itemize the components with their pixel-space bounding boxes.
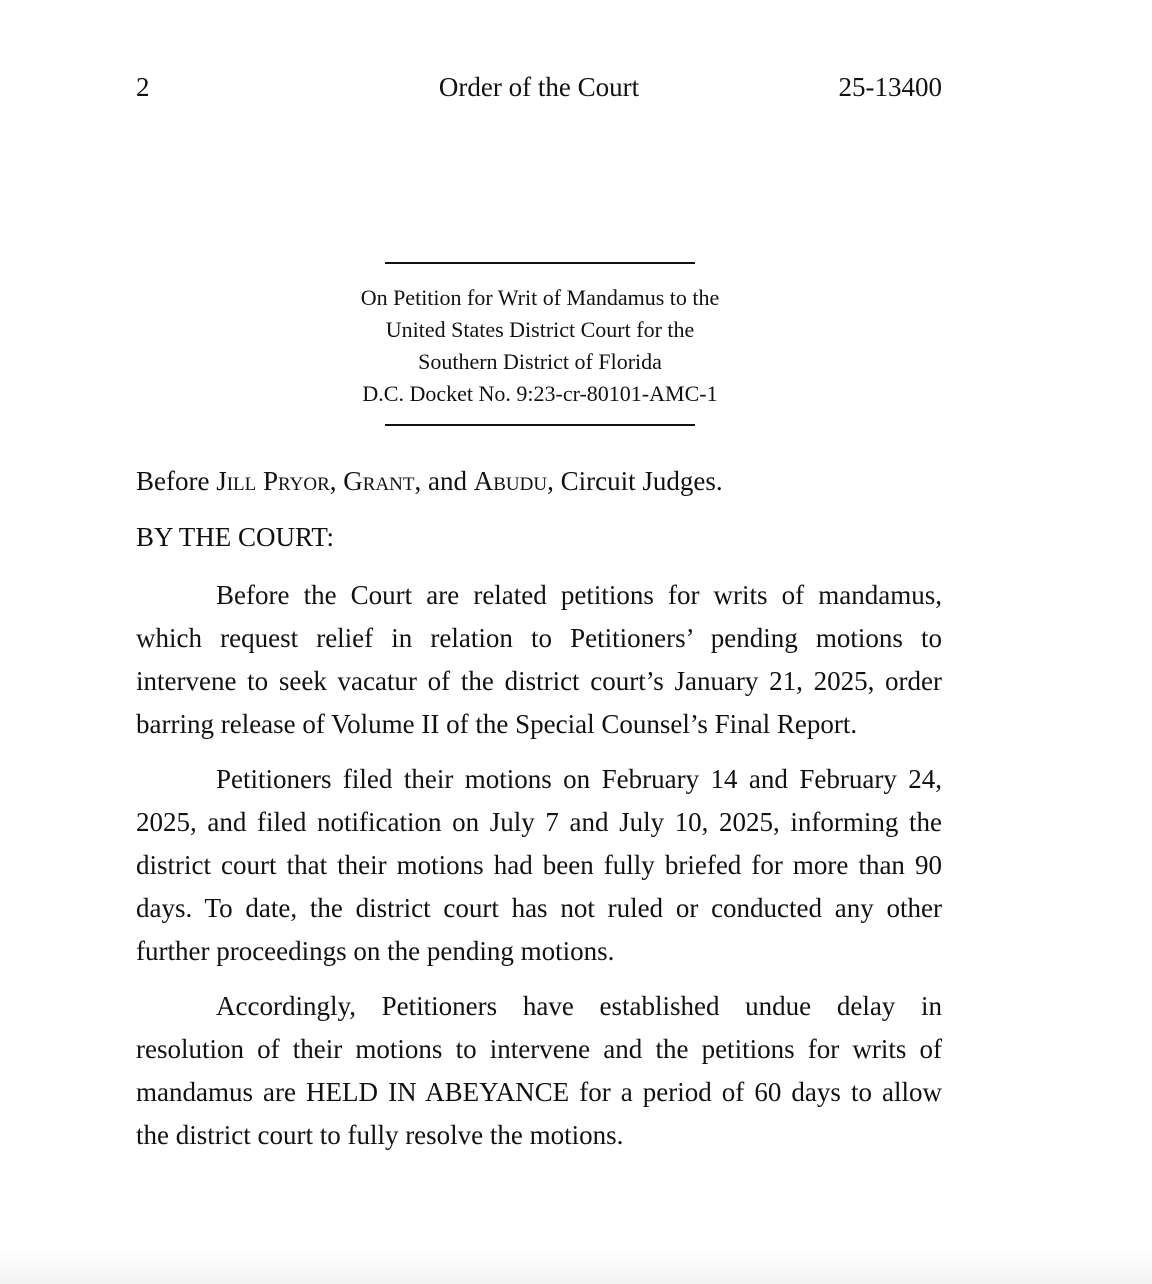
- judge-name: Jill Pryor: [216, 466, 330, 496]
- order-body: [136, 574, 942, 1169]
- panel-before: Before: [136, 466, 217, 496]
- caption-line: Southern District of Florida: [418, 349, 662, 374]
- page-title: Order of the Court: [438, 72, 640, 102]
- panel-suffix: , Circuit Judges.: [547, 466, 723, 496]
- page-number: 2: [136, 72, 150, 102]
- case-number: 25-13400: [838, 72, 942, 102]
- judge-name: Abudu: [473, 466, 548, 496]
- order-paragraph: Before the Court are related petitions for writs of mandamus, which request relief in relation to Petitioners’ pending motions to intervene to seek vacatur of the district court’s January 21, 2025, order barring release of Volume II of the Special Counsel’s Final Report.: [136, 580, 942, 739]
- petition-caption: [300, 262, 780, 426]
- judge-name: Grant: [343, 466, 415, 496]
- panel-separator: , and: [414, 466, 474, 496]
- caption-rule-top: [385, 262, 695, 264]
- page-header: [136, 72, 942, 112]
- judges-panel: [136, 466, 723, 497]
- order-paragraph: Accordingly, Petitioners have established undue delay in resolution of their motions to intervene and the petitions for writs of mandamus are HELD IN ABEYANCE for a period of 60 days to allow the district court to fully resolve the motions.: [136, 991, 942, 1150]
- page-bottom-edge: [0, 1248, 1152, 1284]
- caption-rule-bottom: [385, 424, 695, 426]
- caption-line: On Petition for Writ of Mandamus to the: [360, 285, 720, 310]
- by-the-court-heading: BY THE COURT:: [136, 522, 335, 552]
- caption-line: United States District Court for the: [385, 317, 695, 342]
- docket-number: D.C. Docket No. 9:23-cr-80101-AMC-1: [362, 381, 718, 406]
- panel-separator: ,: [329, 466, 344, 496]
- order-paragraph: Petitioners filed their motions on February 14 and February 24, 2025, and filed notification on July 7 and July 10, 2025, informing the district court that their motions had been fully briefed for more than 90 days. To date, the district court has not ruled or conducted any other further proceedings on the pending motions.: [136, 764, 942, 966]
